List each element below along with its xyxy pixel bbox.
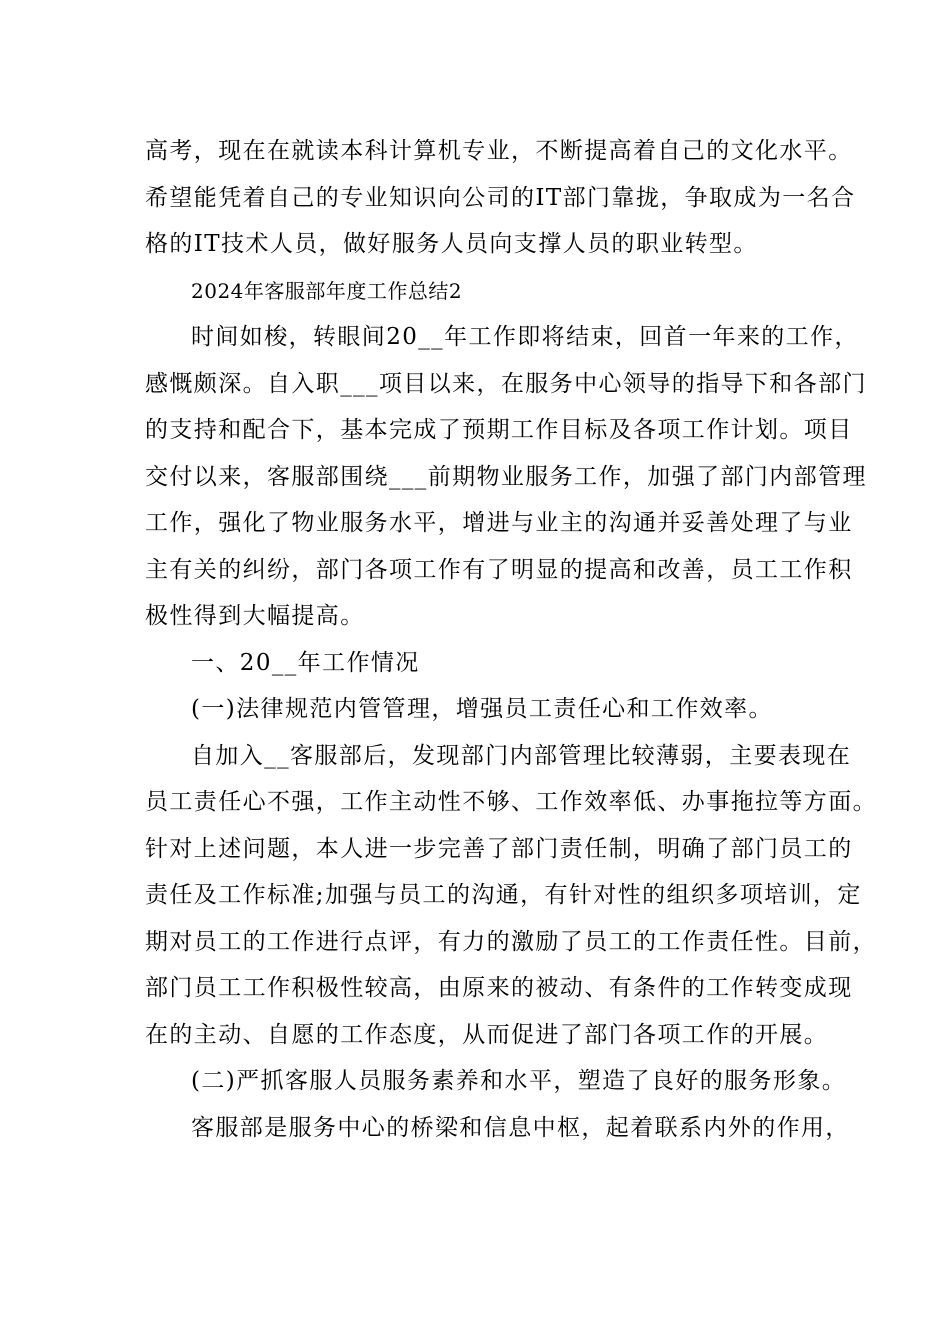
document-body	[145, 128, 877, 1151]
text-line: 责任及工作标准;加强与员工的沟通，有针对性的组织多项培训，定	[145, 882, 862, 908]
text-line: 极性得到大幅提高。	[145, 603, 365, 629]
text-line: 格的IT技术人员，做好服务人员向支撑人员的职业转型。	[145, 231, 758, 257]
text-line: 高考，现在在就读本科计算机专业，不断提高着自己的文化水平。	[145, 138, 853, 164]
text-line: 员工责任心不强，工作主动性不够、工作效率低、办事拖拉等方面。	[145, 789, 877, 815]
section-title: 2024年客服部年度工作总结2	[191, 278, 463, 303]
subsection-heading: (二)严抓客服人员服务素养和水平，塑造了良好的服务形象。	[191, 1068, 847, 1094]
paragraph-first-line: 时间如梭，转眼间20__年工作即将结束，回首一年来的工作，	[191, 324, 859, 350]
text-line: 部门员工工作积极性较高，由原来的被动、有条件的工作转变成现	[145, 975, 853, 1001]
text-line: 感慨颇深。自入职___项目以来，在服务中心领导的指导下和各部门	[145, 370, 867, 397]
text-line: 期对员工的工作进行点评，有力的激励了员工的工作责任性。目前，	[145, 928, 877, 955]
text-line: 在的主动、自愿的工作态度，从而促进了部门各项工作的开展。	[145, 1021, 829, 1048]
paragraph-first-line: 客服部是服务中心的桥梁和信息中枢，起着联系内外的作用，	[191, 1114, 850, 1141]
text-line: 工作，强化了物业服务水平，增进与业主的沟通并妥善处理了与业	[145, 510, 853, 536]
text-line: 希望能凭着自己的专业知识向公司的IT部门靠拢，争取成为一名合	[145, 184, 856, 211]
subsection-heading: (一)法律规范内管管理，增强员工责任心和工作效率。	[191, 696, 773, 722]
text-line: 主有关的纠纷，部门各项工作有了明显的提高和改善，员工工作积	[145, 556, 853, 583]
section-heading: 一、20__年工作情况	[191, 649, 420, 676]
text-line: 的支持和配合下，基本完成了预期工作目标及各项工作计划。项目	[145, 417, 853, 443]
text-line: 交付以来，客服部围绕___前期物业服务工作，加强了部门内部管理	[145, 463, 867, 490]
text-line: 针对上述问题，本人进一步完善了部门责任制，明确了部门员工的	[145, 835, 853, 862]
paragraph-first-line: 自加入__客服部后，发现部门内部管理比较薄弱，主要表现在	[191, 742, 852, 769]
